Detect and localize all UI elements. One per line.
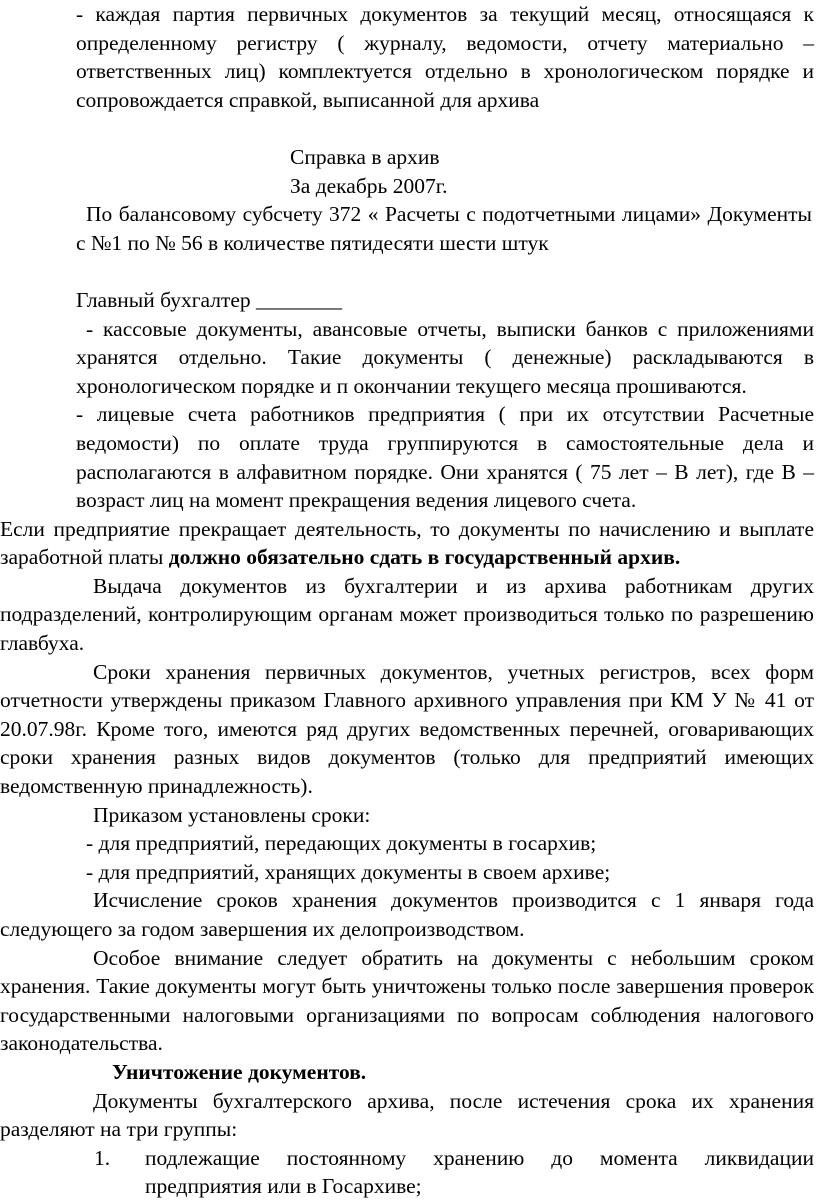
certificate-title: Справка в архив: [290, 144, 440, 169]
order-term-state-archive: - для предприятий, передающих документы в госархив;: [86, 831, 597, 856]
list-item-number: 1.: [94, 1145, 111, 1170]
list-item-text: подлежащие постоянному хранению до момента ликвидации предприятия или в Госархиве;: [145, 1145, 814, 1199]
paragraph-special-attention: Особое внимание следует обратить на документы с небольшим сроком хранения. Такие документы могут быть уничтожены только после завершения проверок государственными налоговыми организациями по вопросам соблюдения налогового законодательства.: [0, 945, 814, 1056]
paragraph-batch-documents: - каждая партия первичных документов за текущий месяц, относящаяся к определенному регистру ( журналу, ведомости, отчету материально – ответственных лиц) комплектуется отдельно в хронологическом порядке и сопровождается справкой, выписанной для архива: [76, 2, 814, 112]
paragraph-issue-documents: Выдача документов из бухгалтерии и из архива работникам других подразделений, контролирующим органам может производиться только по разрешению главбуха.: [0, 573, 814, 656]
paragraph-personal-accounts: - лицевые счета работников предприятия ( при их отсутствии Расчетные ведомости) по оплате труда группируются в самостоятельные дела и располагаются в алфавитном порядке. Они хранятся ( 75 лет – В лет), где В – возраст лиц на момент прекращения ведения лицевого счета.: [76, 402, 814, 513]
blank-line: [0, 114, 816, 143]
heading-document-destruction: Уничтожение документов.: [112, 1059, 367, 1084]
paragraph-document-groups: Документы бухгалтерского архива, после истечения срока их хранения разделяют на три группы:: [0, 1088, 814, 1142]
paragraph-order-terms: Приказом установлены сроки:: [93, 802, 371, 827]
list-item: [0, 1144, 816, 1201]
chief-accountant-line: Главный бухгалтер ________: [76, 287, 343, 312]
order-term-own-archive: - для предприятий, хранящих документы в своем архиве;: [86, 859, 611, 884]
certificate-body: По балансовому субсчету 372 « Расчеты с подотчетными лицами» Документы с №1 по № 56 в количестве пятидесяти шести штук: [76, 202, 812, 255]
liquidation-emphasis: должно обязательно сдать в государственный архив.: [168, 545, 681, 570]
paragraph-storage-terms: Сроки хранения первичных документов, учетных регистров, всех форм отчетности утверждены приказом Главного архивного управления при КМ У № 41 от 20.07.98г. Кроме того, имеются ряд других ведомственных перечней, оговаривающих сроки хранения разных видов документов (только для предприятий имеющих ведомственную принадлежность).: [0, 659, 814, 799]
paragraph-liquidation: [0, 515, 816, 572]
paragraph-cash-documents: - кассовые документы, авансовые отчеты, выписки банков с приложениями хранятся отдельно. Такие документы ( денежные) раскладываются в хронологическом порядке и п окончании текущего месяца прошиваются.: [76, 316, 814, 398]
certificate-period: За декабрь 2007г.: [290, 173, 448, 198]
paragraph-term-calculation: Исчисление сроков хранения документов производится с 1 января года следующего за годом завершения их делопроизводством.: [0, 888, 814, 941]
liquidation-text: Если предприятие прекращает деятельность, то документы по начислению и выплате заработной платы: [0, 516, 814, 570]
blank-line: [0, 257, 816, 286]
